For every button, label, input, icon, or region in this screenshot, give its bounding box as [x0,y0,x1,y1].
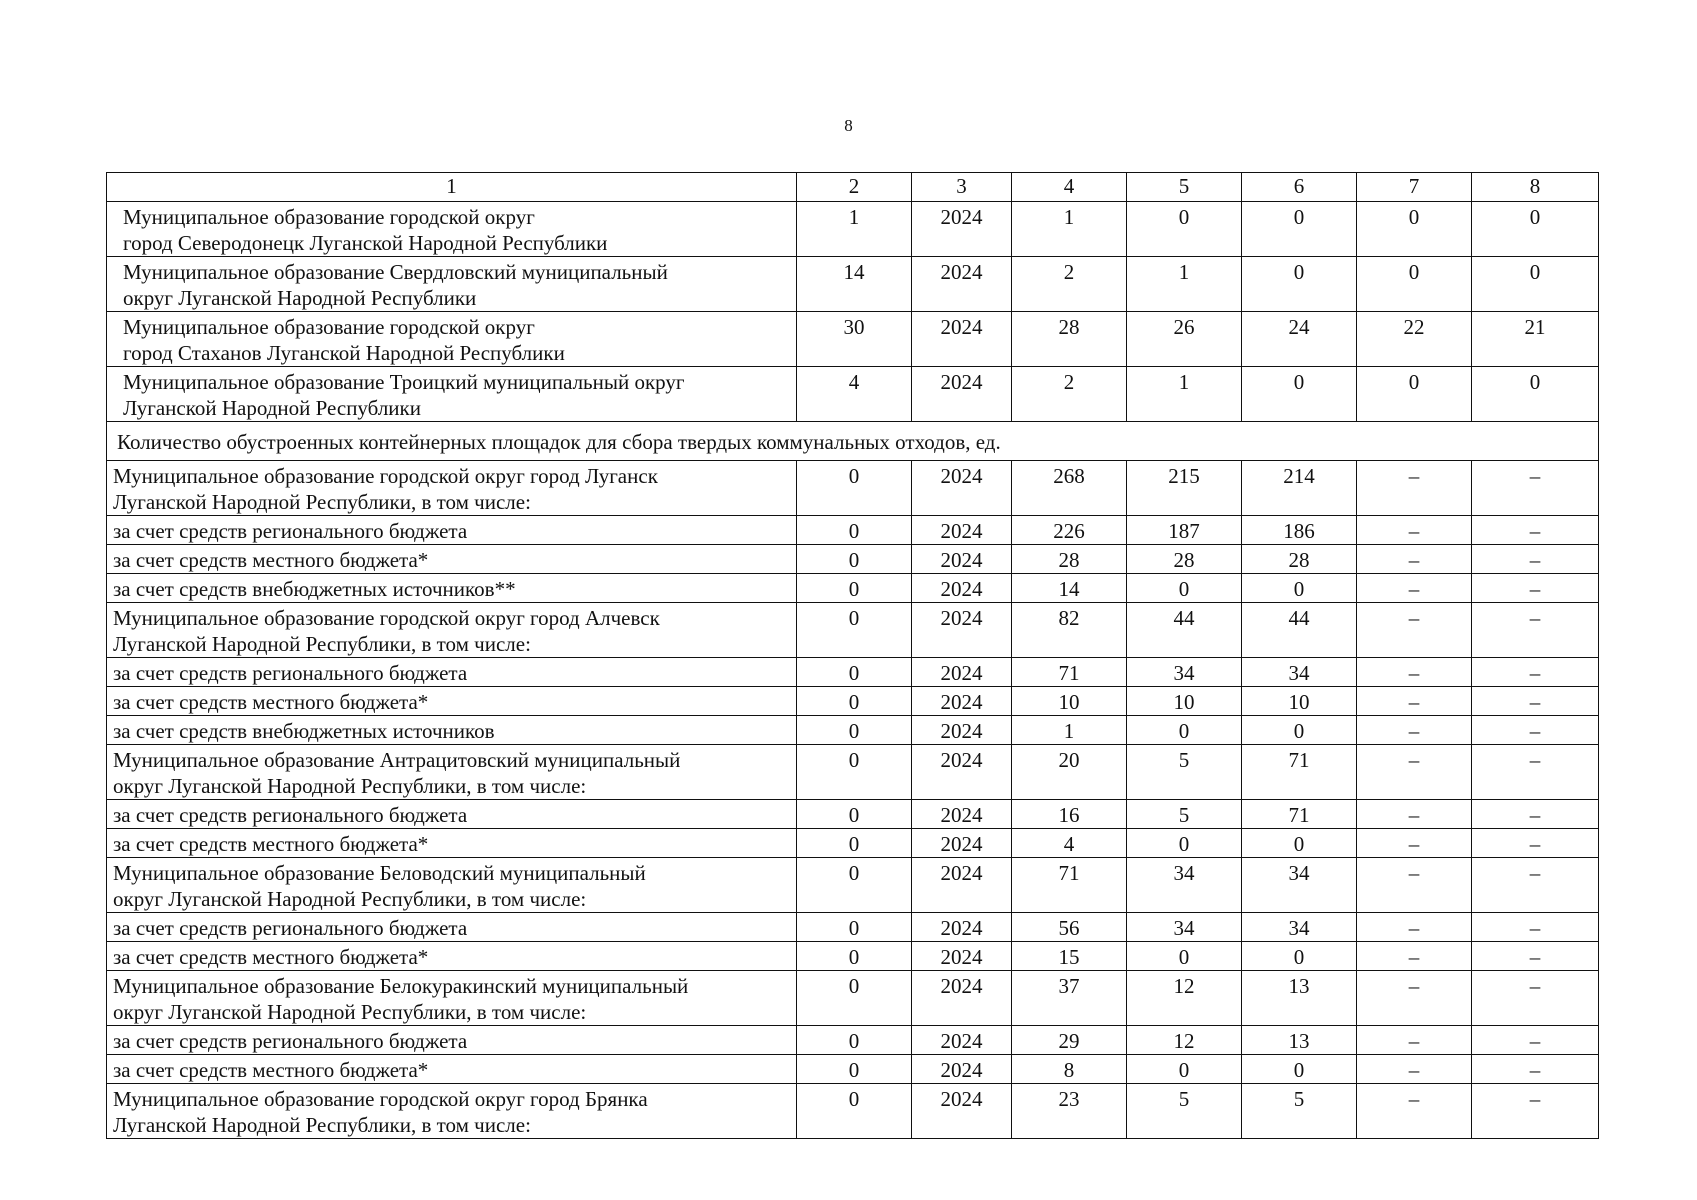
row-label-line: Муниципальное образование Троицкий муниципальный округ [123,370,685,394]
cell-col-7: 0 [1357,367,1472,422]
cell-col-3: 2024 [912,545,1012,574]
row-label [107,1055,797,1084]
cell-col-3: 2024 [912,1084,1012,1139]
cell-col-4: 268 [1012,461,1127,516]
cell-col-2: 0 [797,516,912,545]
cell-col-2: 0 [797,942,912,971]
cell-col-4: 23 [1012,1084,1127,1139]
cell-col-2: 0 [797,858,912,913]
cell-col-5: 1 [1127,367,1242,422]
cell-col-8: – [1472,516,1599,545]
table-row [107,716,1599,745]
table-row [107,202,1599,257]
cell-col-5: 12 [1127,1026,1242,1055]
cell-col-2: 0 [797,603,912,658]
column-header: 7 [1357,173,1472,202]
cell-col-5: 26 [1127,312,1242,367]
row-label-line: округ Луганской Народной Республики, в том числе: [113,887,587,911]
cell-col-7: 0 [1357,202,1472,257]
row-label-line: Луганской Народной Республики, в том числе: [113,1113,531,1137]
cell-col-3: 2024 [912,942,1012,971]
cell-col-6: 28 [1242,545,1357,574]
table-row [107,367,1599,422]
cell-col-4: 2 [1012,257,1127,312]
table-row [107,942,1599,971]
cell-col-6: 5 [1242,1084,1357,1139]
table-row [107,1084,1599,1139]
cell-col-7: – [1357,745,1472,800]
cell-col-5: 215 [1127,461,1242,516]
cell-col-6: 34 [1242,913,1357,942]
row-label-line: за счет средств местного бюджета* [113,690,429,714]
cell-col-2: 0 [797,545,912,574]
row-label [107,687,797,716]
section-header-row [107,422,1599,461]
row-label [107,202,797,257]
cell-col-3: 2024 [912,745,1012,800]
table-row [107,858,1599,913]
cell-col-8: – [1472,858,1599,913]
cell-col-8: – [1472,913,1599,942]
cell-col-8: 0 [1472,367,1599,422]
row-label [107,658,797,687]
cell-col-3: 2024 [912,687,1012,716]
cell-col-7: – [1357,574,1472,603]
cell-col-5: 1 [1127,257,1242,312]
cell-col-3: 2024 [912,971,1012,1026]
cell-col-7: – [1357,1055,1472,1084]
cell-col-7: – [1357,858,1472,913]
table-row [107,658,1599,687]
row-label-line: за счет средств внебюджетных источников [113,719,495,743]
cell-col-6: 186 [1242,516,1357,545]
cell-col-6: 0 [1242,829,1357,858]
cell-col-2: 0 [797,1084,912,1139]
cell-col-2: 4 [797,367,912,422]
row-label [107,516,797,545]
column-header: 3 [912,173,1012,202]
cell-col-3: 2024 [912,829,1012,858]
row-label [107,829,797,858]
cell-col-7: – [1357,1026,1472,1055]
cell-col-6: 34 [1242,658,1357,687]
table-row [107,829,1599,858]
cell-col-3: 2024 [912,1055,1012,1084]
cell-col-8: 0 [1472,202,1599,257]
cell-col-2: 0 [797,745,912,800]
indicator-table [106,172,1599,1139]
cell-col-6: 0 [1242,716,1357,745]
cell-col-4: 14 [1012,574,1127,603]
row-label-line: за счет средств регионального бюджета [113,519,468,543]
cell-col-4: 29 [1012,1026,1127,1055]
table-row [107,745,1599,800]
cell-col-7: 0 [1357,257,1472,312]
cell-col-4: 71 [1012,858,1127,913]
cell-col-4: 1 [1012,716,1127,745]
cell-col-8: – [1472,800,1599,829]
cell-col-8: – [1472,1084,1599,1139]
page-number: 8 [844,116,853,135]
cell-col-8: – [1472,829,1599,858]
row-label-line: за счет средств внебюджетных источников** [113,577,516,601]
row-label-line: Муниципальное образование городской округ [123,315,535,339]
cell-col-2: 0 [797,971,912,1026]
cell-col-4: 28 [1012,545,1127,574]
table-row [107,516,1599,545]
row-label-line: за счет средств регионального бюджета [113,1029,468,1053]
row-label-line: за счет средств регионального бюджета [113,916,468,940]
row-label-line: Муниципальное образование городской округ город Алчевск [113,606,660,630]
cell-col-6: 24 [1242,312,1357,367]
table-row [107,1055,1599,1084]
row-label [107,716,797,745]
cell-col-2: 0 [797,461,912,516]
table-row [107,603,1599,658]
cell-col-7: – [1357,516,1472,545]
cell-col-2: 0 [797,658,912,687]
cell-col-8: – [1472,1026,1599,1055]
column-header: 5 [1127,173,1242,202]
cell-col-5: 187 [1127,516,1242,545]
cell-col-4: 4 [1012,829,1127,858]
cell-col-4: 82 [1012,603,1127,658]
cell-col-4: 2 [1012,367,1127,422]
cell-col-5: 0 [1127,202,1242,257]
cell-col-7: – [1357,658,1472,687]
cell-col-8: – [1472,603,1599,658]
cell-col-6: 0 [1242,942,1357,971]
cell-col-6: 71 [1242,800,1357,829]
cell-col-6: 71 [1242,745,1357,800]
cell-col-2: 0 [797,687,912,716]
cell-col-3: 2024 [912,312,1012,367]
cell-col-2: 0 [797,800,912,829]
column-header: 2 [797,173,912,202]
cell-col-5: 34 [1127,858,1242,913]
cell-col-8: – [1472,745,1599,800]
cell-col-7: – [1357,716,1472,745]
section-title: Количество обустроенных контейнерных площадок для сбора твердых коммунальных отходов, ед. [107,422,1599,461]
cell-col-3: 2024 [912,716,1012,745]
table-row [107,574,1599,603]
row-label [107,913,797,942]
column-header: 6 [1242,173,1357,202]
cell-col-8: – [1472,942,1599,971]
cell-col-3: 2024 [912,202,1012,257]
cell-col-5: 12 [1127,971,1242,1026]
cell-col-2: 30 [797,312,912,367]
cell-col-5: 5 [1127,745,1242,800]
cell-col-5: 0 [1127,942,1242,971]
cell-col-3: 2024 [912,1026,1012,1055]
row-label-line: округ Луганской Народной Республики, в том числе: [113,1000,587,1024]
cell-col-4: 56 [1012,913,1127,942]
cell-col-8: – [1472,658,1599,687]
row-label-line: Муниципальное образование Беловодский муниципальный [113,861,646,885]
cell-col-7: – [1357,687,1472,716]
cell-col-2: 0 [797,1026,912,1055]
cell-col-7: – [1357,829,1472,858]
cell-col-5: 34 [1127,658,1242,687]
column-header: 4 [1012,173,1127,202]
cell-col-4: 71 [1012,658,1127,687]
cell-col-6: 44 [1242,603,1357,658]
row-label-line: Муниципальное образование Антрацитовский муниципальный [113,748,681,772]
row-label [107,858,797,913]
cell-col-6: 0 [1242,1055,1357,1084]
cell-col-3: 2024 [912,257,1012,312]
cell-col-3: 2024 [912,574,1012,603]
cell-col-6: 0 [1242,367,1357,422]
row-label [107,545,797,574]
cell-col-7: – [1357,913,1472,942]
row-label-line: Луганской Народной Республики [123,396,421,420]
table-body [107,173,1599,1139]
row-label-line: за счет средств местного бюджета* [113,832,429,856]
row-label [107,461,797,516]
cell-col-3: 2024 [912,913,1012,942]
cell-col-7: – [1357,1084,1472,1139]
cell-col-6: 13 [1242,1026,1357,1055]
row-label [107,745,797,800]
cell-col-6: 10 [1242,687,1357,716]
cell-col-8: – [1472,574,1599,603]
cell-col-4: 1 [1012,202,1127,257]
row-label-line: Луганской Народной Республики, в том числе: [113,632,531,656]
row-label [107,1084,797,1139]
row-label-line: Муниципальное образование Белокуракинский муниципальный [113,974,689,998]
row-label [107,1026,797,1055]
cell-col-5: 0 [1127,574,1242,603]
cell-col-4: 15 [1012,942,1127,971]
cell-col-7: – [1357,603,1472,658]
cell-col-5: 5 [1127,800,1242,829]
cell-col-2: 1 [797,202,912,257]
cell-col-8: – [1472,461,1599,516]
row-label [107,312,797,367]
cell-col-4: 20 [1012,745,1127,800]
cell-col-3: 2024 [912,658,1012,687]
cell-col-8: – [1472,716,1599,745]
cell-col-8: 0 [1472,257,1599,312]
cell-col-4: 37 [1012,971,1127,1026]
cell-col-7: – [1357,971,1472,1026]
row-label [107,603,797,658]
cell-col-5: 0 [1127,1055,1242,1084]
cell-col-8: – [1472,687,1599,716]
cell-col-2: 14 [797,257,912,312]
table-row [107,971,1599,1026]
cell-col-5: 44 [1127,603,1242,658]
cell-col-3: 2024 [912,367,1012,422]
cell-col-4: 10 [1012,687,1127,716]
row-label-line: за счет средств местного бюджета* [113,548,429,572]
table-row [107,461,1599,516]
cell-col-7: – [1357,545,1472,574]
row-label [107,257,797,312]
cell-col-4: 28 [1012,312,1127,367]
row-label-line: за счет средств регионального бюджета [113,661,468,685]
cell-col-2: 0 [797,829,912,858]
cell-col-3: 2024 [912,800,1012,829]
row-label-line: Муниципальное образование городской округ [123,205,535,229]
cell-col-6: 34 [1242,858,1357,913]
table-row [107,687,1599,716]
cell-col-3: 2024 [912,461,1012,516]
cell-col-7: – [1357,461,1472,516]
cell-col-6: 0 [1242,574,1357,603]
table-row [107,800,1599,829]
row-label [107,971,797,1026]
cell-col-7: – [1357,942,1472,971]
cell-col-2: 0 [797,1055,912,1084]
cell-col-6: 214 [1242,461,1357,516]
row-label-line: за счет средств местного бюджета* [113,945,429,969]
row-label-line: Муниципальное образование городской округ город Луганск [113,464,658,488]
cell-col-3: 2024 [912,516,1012,545]
cell-col-5: 28 [1127,545,1242,574]
cell-col-4: 16 [1012,800,1127,829]
cell-col-7: – [1357,800,1472,829]
cell-col-8: 21 [1472,312,1599,367]
cell-col-2: 0 [797,574,912,603]
row-label-line: город Стаханов Луганской Народной Республики [123,341,565,365]
row-label [107,574,797,603]
row-label-line: за счет средств местного бюджета* [113,1058,429,1082]
table-row [107,545,1599,574]
row-label-line: город Северодонецк Луганской Народной Республики [123,231,608,255]
cell-col-7: 22 [1357,312,1472,367]
cell-col-8: – [1472,545,1599,574]
cell-col-5: 34 [1127,913,1242,942]
column-header: 8 [1472,173,1599,202]
cell-col-3: 2024 [912,858,1012,913]
row-label [107,942,797,971]
row-label-line: Муниципальное образование городской округ город Брянка [113,1087,648,1111]
cell-col-4: 8 [1012,1055,1127,1084]
table-row [107,312,1599,367]
table-header-row [107,173,1599,202]
table-row [107,913,1599,942]
cell-col-6: 0 [1242,257,1357,312]
cell-col-5: 0 [1127,829,1242,858]
row-label [107,367,797,422]
cell-col-8: – [1472,1055,1599,1084]
cell-col-5: 0 [1127,716,1242,745]
row-label-line: Луганской Народной Республики, в том числе: [113,490,531,514]
cell-col-2: 0 [797,716,912,745]
cell-col-8: – [1472,971,1599,1026]
cell-col-6: 0 [1242,202,1357,257]
cell-col-2: 0 [797,913,912,942]
cell-col-3: 2024 [912,603,1012,658]
row-label-line: округ Луганской Народной Республики [123,286,477,310]
row-label-line: округ Луганской Народной Республики, в том числе: [113,774,587,798]
row-label-line: Муниципальное образование Свердловский муниципальный [123,260,668,284]
cell-col-5: 10 [1127,687,1242,716]
table-row [107,257,1599,312]
cell-col-4: 226 [1012,516,1127,545]
cell-col-5: 5 [1127,1084,1242,1139]
row-label [107,800,797,829]
row-label-line: за счет средств регионального бюджета [113,803,468,827]
table-row [107,1026,1599,1055]
cell-col-6: 13 [1242,971,1357,1026]
column-header: 1 [107,173,797,202]
